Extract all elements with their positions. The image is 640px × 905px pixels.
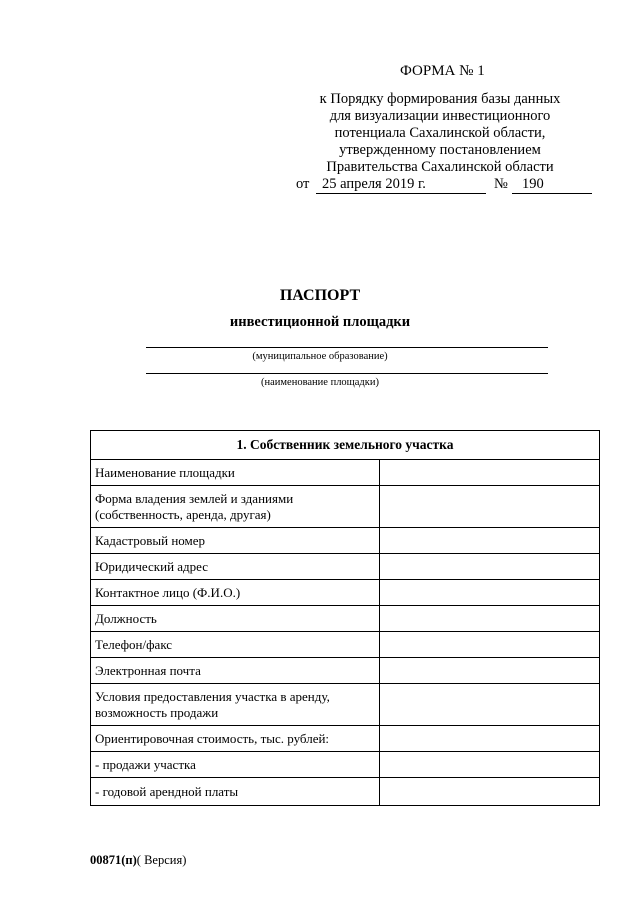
site-name-caption: (наименование площадки) (261, 377, 379, 388)
date-prefix: от (296, 176, 310, 192)
row-label: Ориентировочная стоимость, тыс. рублей: (91, 726, 380, 751)
row-value-cell (380, 580, 599, 605)
table-row (91, 752, 599, 778)
row-label: Кадастровый номер (91, 528, 380, 553)
row-label: Контактное лицо (Ф.И.О.) (91, 580, 380, 605)
resolution-date: 25 апреля 2019 г. (322, 176, 426, 192)
table-row (91, 606, 599, 632)
row-value-cell (380, 554, 599, 579)
table-row (91, 726, 599, 752)
table-row (91, 658, 599, 684)
date-underline (316, 193, 486, 194)
owner-table (90, 430, 600, 806)
number-underline (512, 193, 592, 194)
row-label: Телефон/факс (91, 632, 380, 657)
row-value-cell (380, 658, 599, 683)
header-line-2: для визуализации инвестиционного (329, 108, 551, 124)
table-section-title: 1. Собственник земельного участка (91, 431, 599, 460)
table-row (91, 778, 599, 805)
row-value-cell (380, 528, 599, 553)
row-label: - годовой арендной платы (91, 778, 380, 805)
row-value-cell (380, 726, 599, 751)
footer-version: ( Версия) (136, 853, 187, 867)
row-label: Условия предоставления участка в аренду, возможность продажи (91, 684, 380, 725)
header-line-5: Правительства Сахалинской области (326, 159, 554, 175)
resolution-number: 190 (522, 176, 544, 192)
row-value-cell (380, 460, 599, 485)
row-value-cell (380, 606, 599, 631)
municipality-line (146, 347, 548, 348)
site-name-line (146, 373, 548, 374)
row-label: Наименование площадки (91, 460, 380, 485)
table-row (91, 486, 599, 528)
municipality-caption: (муниципальное образование) (252, 351, 388, 362)
row-value-cell (380, 632, 599, 657)
row-label: Должность (91, 606, 380, 631)
row-value-cell (380, 778, 599, 805)
table-row (91, 632, 599, 658)
table-row (91, 580, 599, 606)
row-value-cell (380, 752, 599, 777)
row-label: Форма владения землей и зданиями (собственность, аренда, другая) (91, 486, 380, 527)
table-row (91, 528, 599, 554)
footer-code-number: 00871(п) (90, 853, 137, 867)
form-number-title: ФОРМА № 1 (400, 63, 485, 79)
row-value-cell (380, 684, 599, 725)
footer-code (90, 853, 186, 868)
number-prefix: № (494, 176, 508, 192)
header-line-4: утвержденному постановлением (339, 142, 541, 158)
row-label: Юридический адрес (91, 554, 380, 579)
document-title: ПАСПОРТ (279, 287, 361, 304)
header-line-3: потенциала Сахалинской области, (334, 125, 546, 141)
row-label: Электронная почта (91, 658, 380, 683)
table-row (91, 554, 599, 580)
row-value-cell (380, 486, 599, 527)
table-row (91, 684, 599, 726)
header-line-1: к Порядку формирования базы данных (319, 91, 561, 107)
table-row (91, 460, 599, 486)
document-subtitle: инвестиционной площадки (229, 314, 411, 330)
row-label: - продажи участка (91, 752, 380, 777)
